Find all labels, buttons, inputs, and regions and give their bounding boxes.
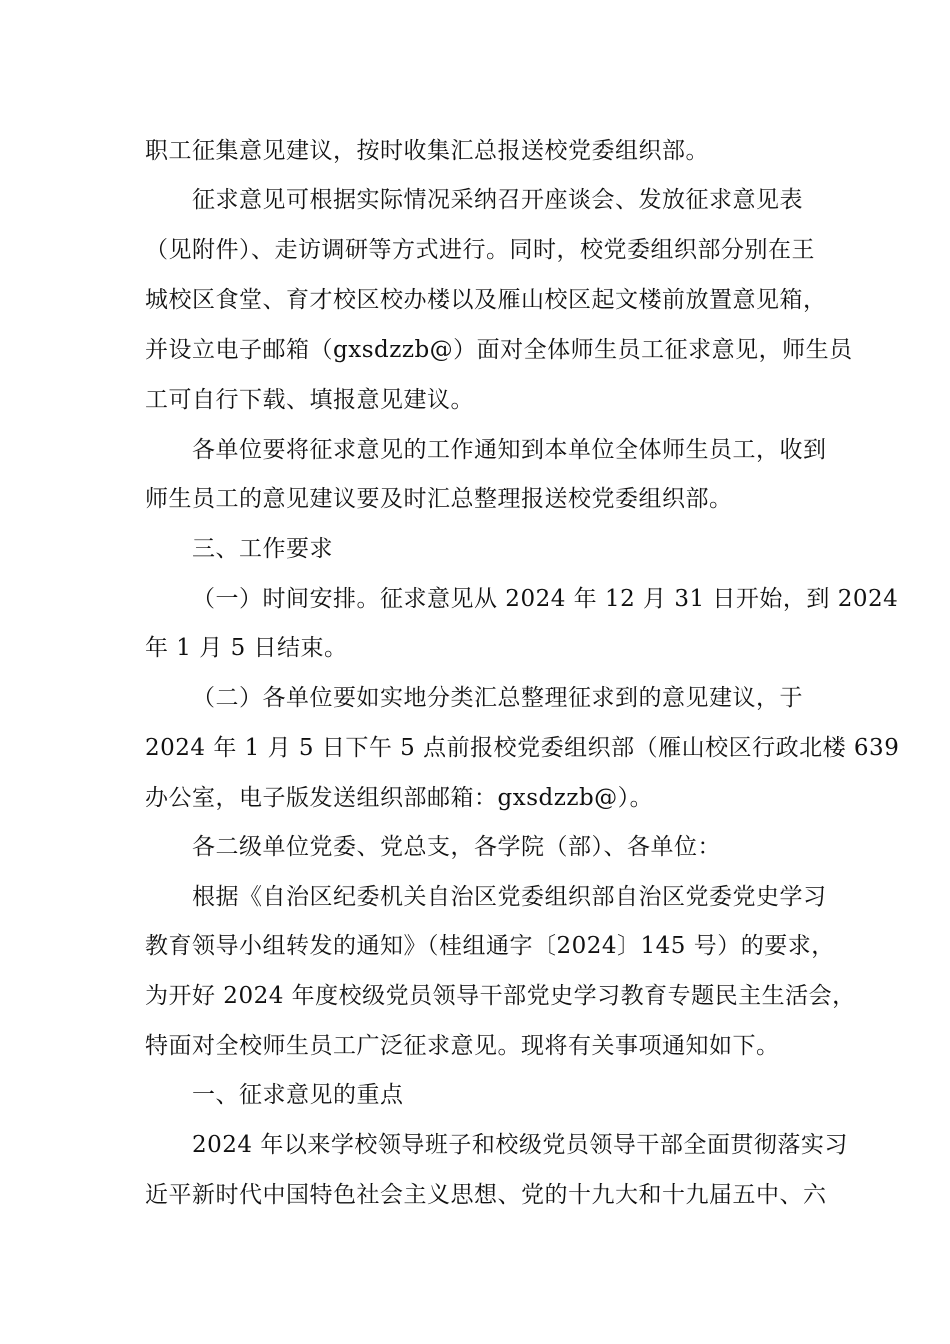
text-line: 并设立电子邮箱（gxsdzzb@）面对全体师生员工征求意见，师生员 (145, 337, 853, 363)
text-line: 师生员工的意见建议要及时汇总整理报送校党委组织部。 (145, 486, 733, 512)
text-line: 工可自行下载、填报意见建议。 (145, 387, 474, 413)
text-line: （二）各单位要如实地分类汇总整理征求到的意见建议，于 (192, 685, 803, 711)
section-heading: 一、征求意见的重点 (192, 1082, 404, 1108)
text-line: 2024 年 1 月 5 日下午 5 点前报校党委组织部（雁山校区行政北楼 639 (145, 735, 900, 761)
text-line: 年 1 月 5 日结束。 (145, 635, 348, 661)
text-line: 征求意见可根据实际情况采纳召开座谈会、发放征求意见表 (192, 187, 803, 213)
text-line: 2024 年以来学校领导班子和校级党员领导干部全面贯彻落实习 (192, 1132, 848, 1158)
text-line: 近平新时代中国特色社会主义思想、党的十九大和十九届五中、六 (145, 1182, 827, 1208)
text-line: 各单位要将征求意见的工作通知到本单位全体师生员工，收到 (192, 437, 827, 463)
text-line: （见附件）、走访调研等方式进行。同时，校党委组织部分别在王 (145, 237, 815, 263)
salutation-line: 各二级单位党委、党总支，各学院（部）、各单位： (192, 834, 721, 860)
text-line: 教育领导小组转发的通知》（桂组通字〔2024〕145 号）的要求， (145, 933, 835, 959)
text-line: 办公室，电子版发送组织部邮箱：gxsdzzb@）。 (145, 785, 654, 811)
text-line: 为开好 2024 年度校级党员领导干部党史学习教育专题民主生活会， (145, 983, 856, 1009)
text-line: 特面对全校师生员工广泛征求意见。现将有关事项通知如下。 (145, 1033, 780, 1059)
section-heading: 三、工作要求 (192, 536, 333, 562)
text-line: （一）时间安排。征求意见从 2024 年 12 月 31 日开始，到 2024 (192, 586, 899, 612)
text-line: 城校区食堂、育才校区校办楼以及雁山校区起文楼前放置意见箱， (145, 287, 827, 313)
text-line: 职工征集意见建议，按时收集汇总报送校党委组织部。 (145, 138, 709, 164)
text-line: 根据《自治区纪委机关自治区党委组织部自治区党委党史学习 (192, 884, 827, 910)
